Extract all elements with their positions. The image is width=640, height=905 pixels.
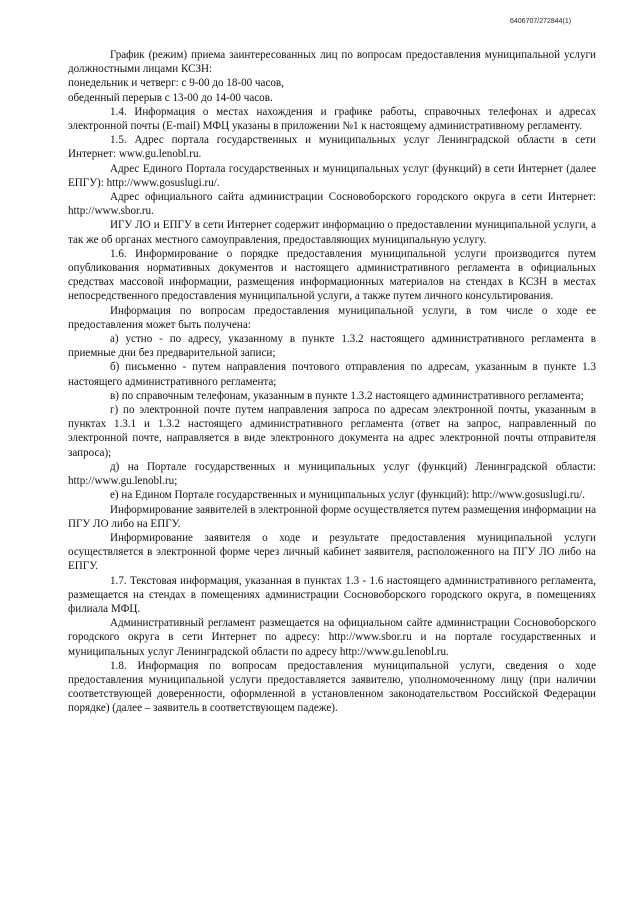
paragraph-1-8: 1.8. Информация по вопросам предоставления муниципальной услуги, сведения о ходе предоставления муниципальной услуги предоставляется заявителю, уполномоченному лицу (при наличии соответствующей доверенности, оформленной в установленном законодательством Российской Федерации порядке) (далее – заявитель в соответствующем падеже). — [68, 659, 596, 715]
paragraph-regulation-site: Административный регламент размещается на официальном сайте администрации Сосновоборского городского округа в сети Интернет по адресу: http://www.sbor.ru и на портале государственных и муниципальных услуг Ленинградской области по адресу http://www.gu.lenobl.ru. — [68, 617, 596, 658]
paragraph-item-b: б) письменно - путем направления почтового отправления по адресам, указанным в пункте 1.3 настоящего административного регламента; — [68, 361, 596, 388]
paragraph-info-ways: Информация по вопросам предоставления муниципальной услуги, в том числе о ходе ее предоставления может быть получена: — [68, 304, 596, 331]
document-body — [68, 48, 596, 716]
paragraph-electronic-info: Информирование заявителей в электронной форме осуществляется путем размещения информации на ПГУ ЛО либо на ЕПГУ. — [68, 503, 596, 530]
paragraph-1-7: 1.7. Текстовая информация, указанная в пунктах 1.3 - 1.6 настоящего административного регламента, размещается на стендах в помещениях администрации Сосновоборского городского округа, в помещениях филиала МФЦ. — [68, 574, 596, 615]
paragraph-epgu-address: Адрес Единого Портала государственных и муниципальных услуг (функций) в сети Интернет (далее ЕПГУ): http://www.gosuslugi.ru/. — [68, 162, 596, 189]
paragraph-applicant-info: Информирование заявителя о ходе и результате предоставления муниципальной услуги осуществляется в электронной форме через личный кабинет заявителя, расположенного на ПГУ ЛО либо на ЕПГУ. — [68, 531, 596, 573]
paragraph-item-a: а) устно - по адресу, указанному в пункте 1.3.2 настоящего административного регламента в приемные дни без предварительной записи; — [68, 333, 596, 360]
paragraph-item-g: г) по электронной почте путем направления запроса по адресам электронной почты, указанным в пунктах 1.3.1 и 1.3.2 настоящего административного регламента (ответ на запрос, направленный по электронной почте, направляется в виде электронного документа на адрес электронной почты отправителя запроса); — [68, 404, 596, 459]
paragraph-days: понедельник и четверг: с 9-00 до 18-00 часов, — [68, 77, 284, 90]
paragraph-item-e: е) на Едином Портале государственных и муниципальных услуг (функций): http://www.gosuslugi.ru/. — [110, 489, 586, 502]
paragraph-igu: ИГУ ЛО и ЕПГУ в сети Интернет содержит информацию о предоставлении муниципальной услуги, а так же об органах местного самоуправления, предоставляющих муниципальную услугу. — [68, 219, 596, 246]
paragraph-item-d: д) на Портале государственных и муниципальных услуг (функций) Ленинградской области: http://www.gu.lenobl.ru; — [68, 460, 596, 488]
paragraph-lunch: обеденный перерыв с 13-00 до 14-00 часов. — [68, 91, 273, 104]
paragraph-1-5: 1.5. Адрес портала государственных и муниципальных услуг Ленинградской области в сети Интернет: www.gu.lenobl.ru. — [68, 134, 596, 161]
paragraph-schedule: График (режим) приема заинтересованных лиц по вопросам предоставления муниципальной услуги должностными лицами КСЗН: — [68, 49, 596, 76]
paragraph-item-v: в) по справочным телефонам, указанным в пункте 1.3.2 настоящего административного регламента; — [110, 389, 584, 402]
paragraph-1-4: 1.4. Информация о местах нахождения и графике работы, справочных телефонах и адресах электронной почты (E-mail) МФЦ указаны в приложении №1 к настоящему административному регламенту. — [68, 105, 596, 133]
document-code: 6406707/272844(1) — [510, 18, 572, 25]
paragraph-site-address: Адрес официального сайта администрации Сосновоборского городского округа в сети Интернет: http://www.sbor.ru. — [68, 191, 596, 218]
paragraph-1-6: 1.6. Информирование о порядке предоставления муниципальной услуги производится путем опубликования нормативных документов и настоящего административного регламента в официальных средствах массовой информации, размещения информационных материалов на стендах в КСЗН в местах непосредственного предоставления муниципальной услуги, а также путем личного консультирования. — [68, 247, 596, 303]
